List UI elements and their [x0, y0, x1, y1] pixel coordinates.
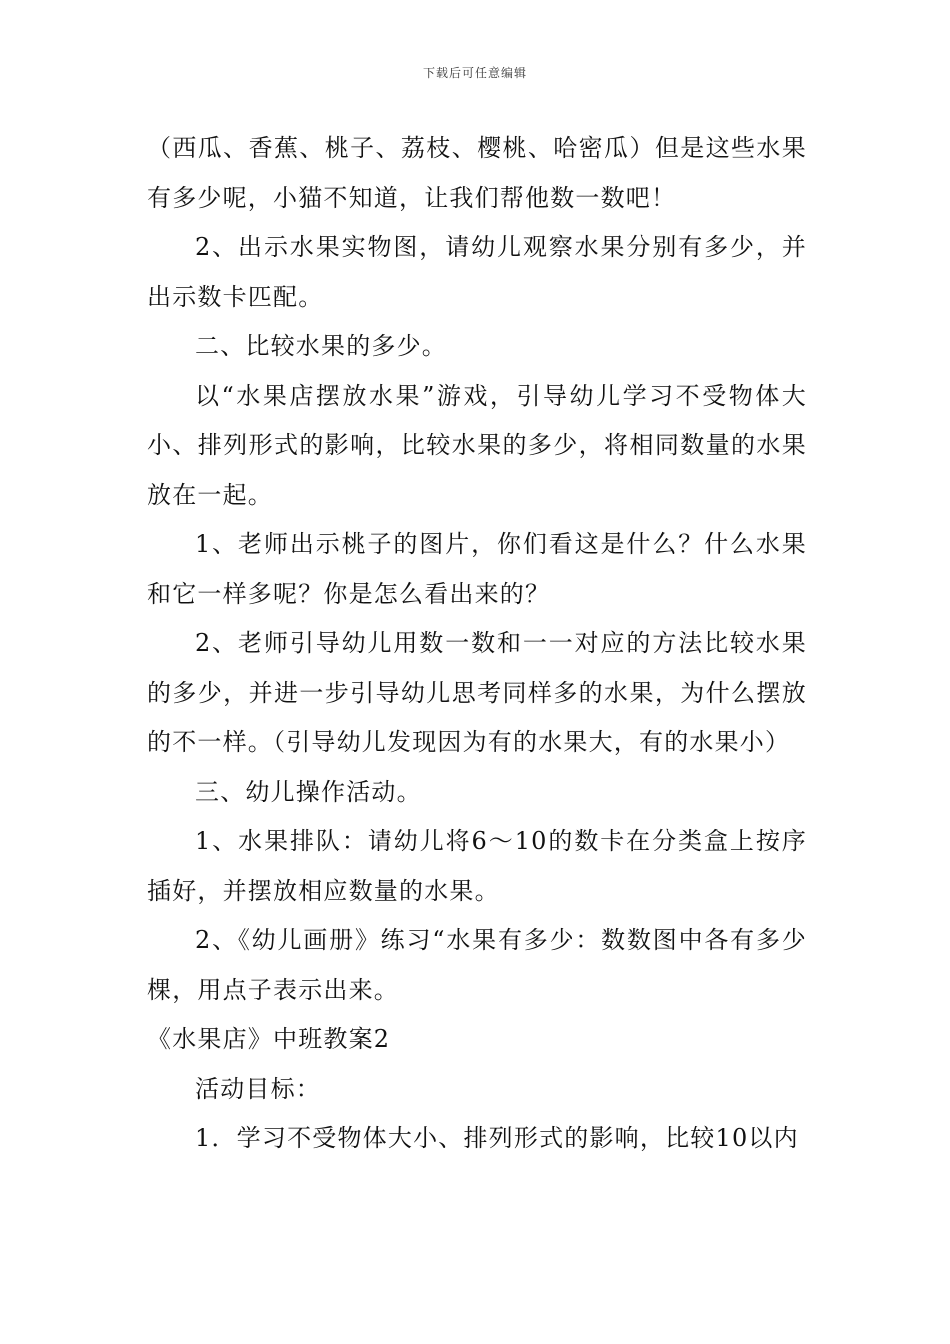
paragraph-step-2-show-fruit: 2、出示水果实物图，请幼儿观察水果分别有多少，并出示数卡匹配。 — [147, 233, 807, 311]
paragraph-step-1-peach: 1、老师出示桃子的图片，你们看这是什么？什么水果和它一样多呢？你是怎么看出来的？ — [147, 530, 807, 608]
paragraph-fruit-queue: 1、水果排队：请幼儿将6～10的数卡在分类盒上按序插好，并摆放相应数量的水果。 — [147, 827, 807, 905]
section-heading-operation: 三、幼儿操作活动。 — [195, 777, 422, 806]
page-header: 下载后可任意编辑 — [422, 66, 527, 80]
paragraph-fruit-list: （西瓜、香蕉、桃子、荔枝、樱桃、哈密瓜）但是这些水果有多少呢，小猫不知道，让我们帮他数一数吧！ — [147, 134, 807, 212]
activity-goals-heading: 活动目标： — [195, 1074, 321, 1103]
paragraph-step-2-one-to-one: 2、老师引导幼儿用数一数和一一对应的方法比较水果的多少，并进一步引导幼儿思考同样多的水果，为什么摆放的不一样。（引导幼儿发现因为有的水果大，有的水果小） — [147, 629, 807, 756]
paragraph-picture-book: 2、《幼儿画册》练习“水果有多少：数数图中各有多少棵，用点子表示出来。 — [147, 926, 807, 1004]
goal-item-1: 1．学习不受物体大小、排列形式的影响，比较10以内 — [195, 1124, 799, 1152]
lesson-plan-title: 《水果店》中班教案2 — [147, 1025, 391, 1053]
section-heading-compare: 二、比较水果的多少。 — [195, 332, 447, 360]
paragraph-fruit-shop-game: 以“水果店摆放水果”游戏，引导幼儿学习不受物体大小、排列形式的影响，比较水果的多少，将相同数量的水果放在一起。 — [147, 381, 807, 509]
document-body — [147, 124, 807, 1164]
